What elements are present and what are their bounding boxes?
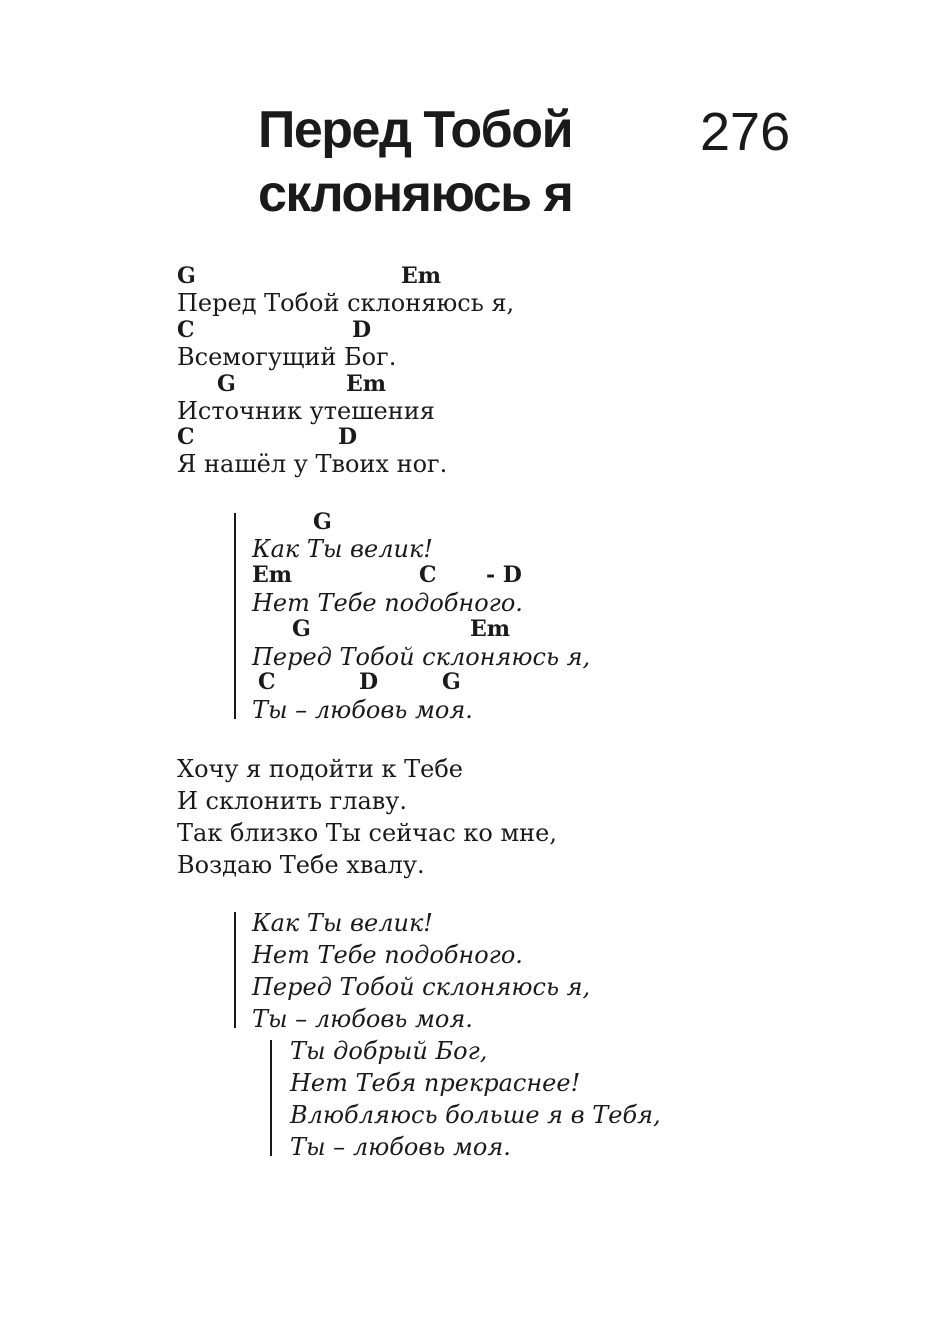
chord: - D (486, 562, 522, 588)
chord: C (177, 317, 195, 343)
song-title (258, 98, 572, 226)
song-title-line-1: Перед Тобой (258, 101, 573, 159)
lyric-line: Влюбляюсь больше я в Тебя, (290, 1101, 661, 1129)
chord: D (338, 424, 358, 450)
chord: G (177, 263, 196, 289)
chord: G (313, 509, 332, 535)
chord: C (177, 424, 195, 450)
chord: C (419, 562, 437, 588)
song-number: 276 (700, 102, 791, 162)
song-title-line-2: склоняюсь я (258, 165, 573, 223)
chord: D (359, 669, 379, 695)
lyric-line: Нет Тебя прекраснее! (290, 1069, 581, 1097)
lyric-line: Перед Тобой склоняюсь я, (177, 289, 515, 317)
lyric-line: Ты – любовь моя. (252, 1005, 473, 1033)
lyric-line: И склонить главу. (177, 787, 408, 815)
chord: G (442, 669, 461, 695)
lyric-line: Всемогущий Бог. (177, 343, 397, 371)
chord: C (258, 669, 276, 695)
lyric-line: Как Ты велик! (252, 535, 433, 563)
lyric-line: Я нашёл у Твоих ног. (177, 450, 448, 478)
chord: Em (470, 616, 511, 642)
lyric-line: Источник утешения (177, 397, 435, 425)
bridge-bar (270, 1040, 272, 1156)
chorus-bar (234, 912, 236, 1028)
lyric-line: Нет Тебе подобного. (252, 589, 523, 617)
lyric-line: Хочу я подойти к Тебе (177, 755, 463, 783)
chord: G (217, 371, 236, 397)
chord: D (352, 317, 372, 343)
lyric-line: Ты – любовь моя. (252, 696, 473, 724)
lyric-line: Так близко Ты сейчас ко мне, (177, 819, 558, 847)
chord: Em (252, 562, 293, 588)
lyric-line: Ты – любовь моя. (290, 1133, 511, 1161)
chord: G (292, 616, 311, 642)
lyric-line: Нет Тебе подобного. (252, 941, 523, 969)
chorus-bar (234, 513, 236, 719)
lyric-line: Ты добрый Бог, (290, 1037, 488, 1065)
chord: Em (346, 371, 387, 397)
lyric-line: Воздаю Тебе хвалу. (177, 851, 425, 879)
chord: Em (401, 263, 442, 289)
lyric-line: Перед Тобой склоняюсь я, (252, 973, 591, 1001)
lyric-line: Перед Тобой склоняюсь я, (252, 643, 591, 671)
lyric-line: Как Ты велик! (252, 909, 433, 937)
